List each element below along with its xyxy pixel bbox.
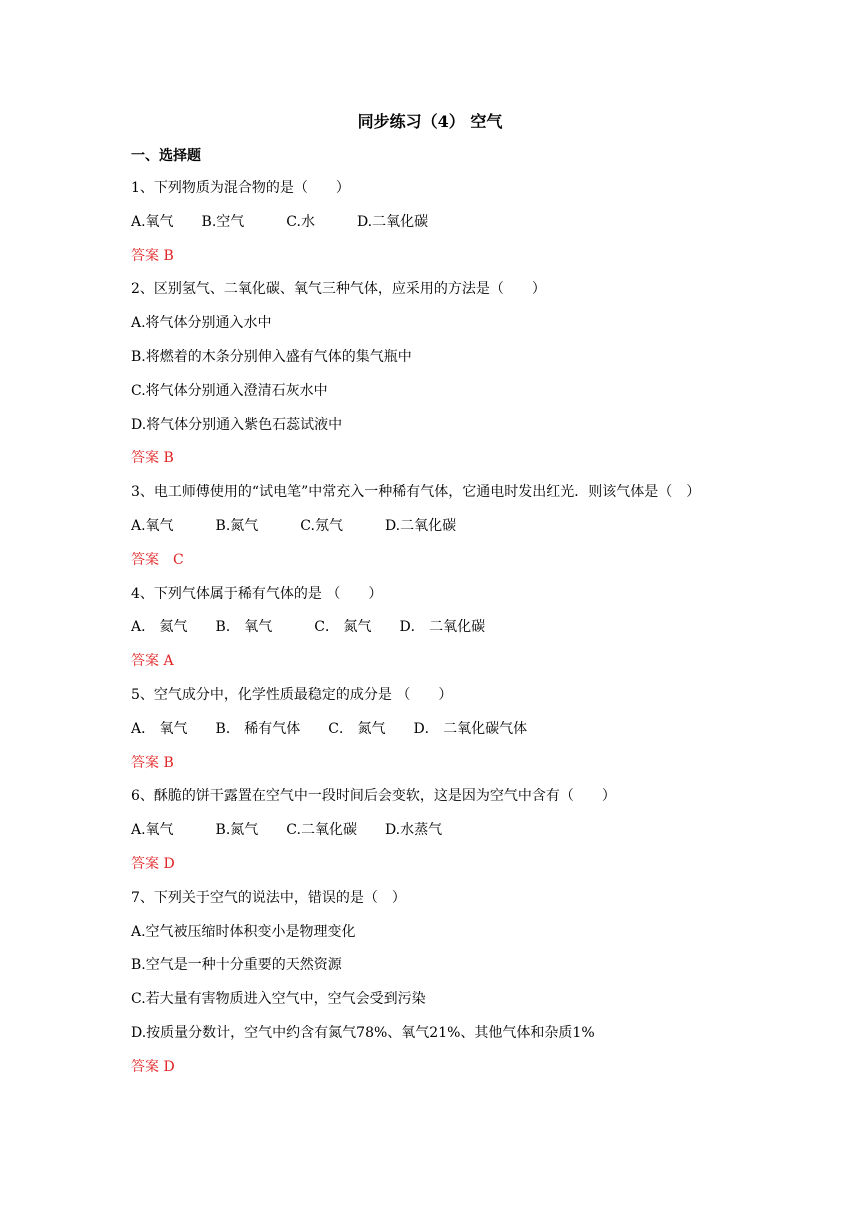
option-line: A． 氧气 B． 稀有气体 C． 氮气 D． 二氧化碳气体	[131, 720, 528, 737]
page-title: 同步练习（4） 空气	[357, 112, 503, 131]
question-text: 3、电工师傅使用的“试电笔”中常充入一种稀有气体，它通电时发出红光．则该气体是（ ）	[131, 484, 701, 501]
option-line: A.氧气 B.氮气 C.氖气 D.二氧化碳	[131, 517, 457, 534]
section-heading: 一、选择题	[131, 148, 201, 164]
option-line: A.氧气 B.空气 C.水 D.二氧化碳	[131, 213, 429, 230]
question-text: 5、空气成分中，化学性质最稳定的成分是 （ ）	[131, 686, 453, 703]
question-text: 2、区别氢气、二氧化碳、氧气三种气体，应采用的方法是（ ）	[131, 281, 546, 298]
answer-line: 答案 A	[131, 653, 174, 670]
option-line: D.将气体分别通入紫色石蕊试液中	[131, 416, 343, 433]
answer-line: 答案 C	[131, 551, 184, 568]
option-line: A． 氦气 B． 氧气 C． 氮气 D． 二氧化碳	[131, 619, 486, 636]
option-line: A.将气体分别通入水中	[131, 315, 272, 332]
question-text: 7、下列关于空气的说法中，错误的是（ ）	[131, 889, 406, 906]
answer-line: 答案 D	[131, 855, 175, 872]
option-line: D.按质量分数计，空气中约含有氮气78%、氧气21%、其他气体和杂质1%	[131, 1024, 595, 1041]
question-list	[131, 176, 831, 1089]
answer-line: 答案 B	[131, 754, 174, 771]
option-line: B.将燃着的木条分别伸入盛有气体的集气瓶中	[131, 348, 412, 365]
question-text: 4、下列气体属于稀有气体的是 （ ）	[131, 585, 383, 602]
question-text: 1、下列物质为混合物的是（ ）	[131, 180, 350, 196]
option-line: C.将气体分别通入澄清石灰水中	[131, 382, 328, 399]
answer-line: 答案 B	[131, 450, 174, 467]
answer-line: 答案 D	[131, 1058, 175, 1075]
question-text: 6、酥脆的饼干露置在空气中一段时间后会变软，这是因为空气中含有（ ）	[131, 788, 616, 805]
option-line: C.若大量有害物质进入空气中，空气会受到污染	[131, 991, 426, 1008]
option-line: A.空气被压缩时体积变小是物理变化	[131, 923, 356, 940]
answer-line: 答案 B	[131, 247, 174, 264]
option-line: A.氧气 B.氮气 C.二氧化碳 D.水蒸气	[131, 822, 443, 839]
option-line: B.空气是一种十分重要的天然资源	[131, 957, 342, 974]
